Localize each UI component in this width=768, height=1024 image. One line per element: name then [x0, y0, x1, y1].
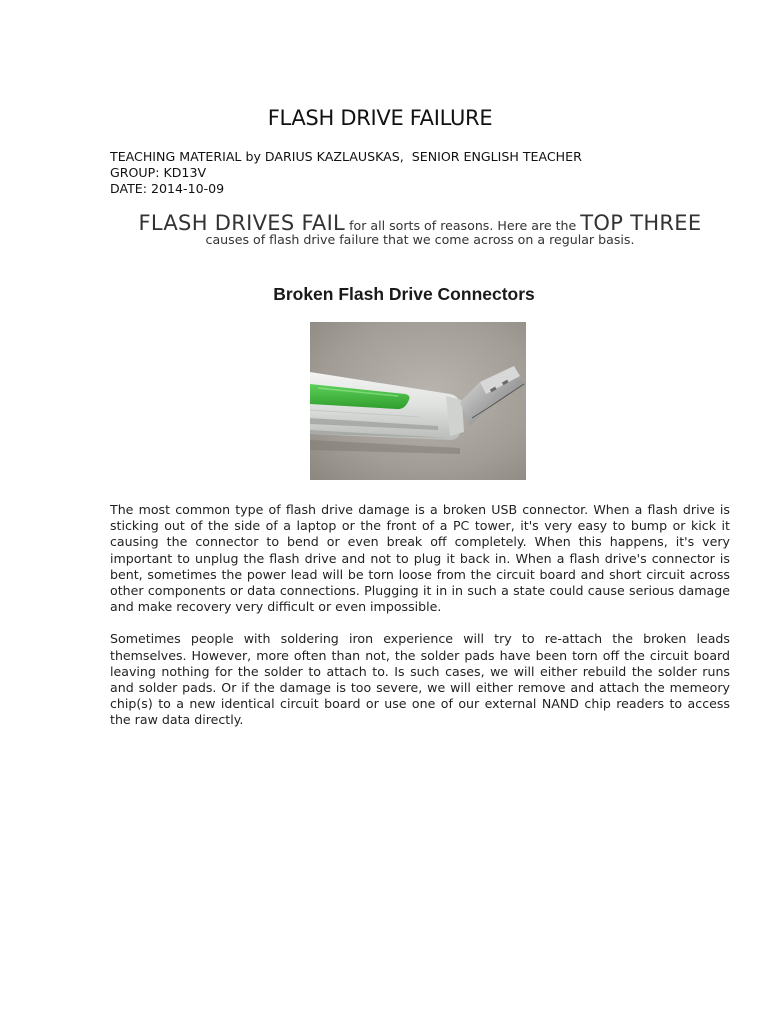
group-line: GROUP: KD13V	[110, 165, 207, 180]
section-heading: Broken Flash Drive Connectors	[273, 284, 535, 304]
section-body	[110, 502, 730, 745]
body-paragraph-2: Sometimes people with soldering iron experience will try to re-attach the broken leads themselves. However, more often than not, the solder pads have been torn off the circuit board leaving nothing for the solder to attach to. Is such cases, we will either rebuild the solder runs and solder pads. Or if the damage is too severe, we will either remove and attach the memeory chip(s) to a new identical circuit board or use one of our external NAND chip readers to access the raw data directly.	[110, 631, 730, 728]
intro-emph-big: TOP THREE	[580, 211, 702, 235]
body-paragraph-1: The most common type of flash drive damage is a broken USB connector. When a flash drive is sticking out of the side of a laptop or the front of a PC tower, it's very easy to bump or kick it causing the connector to bend or even break off completely. When this happens, it's very important to unplug the flash drive and not to plug it back in. When a flash drive's connector is bent, sometimes the power lead will be torn loose from the circuit board and short circuit across other components or data connections. Plugging it in in such a state could cause serious damage and make recovery very difficult or even impossible.	[110, 502, 730, 615]
intro-lead-small: for all sorts of reasons. Here are the	[345, 218, 581, 233]
intro-line-2: causes of flash drive failure that we come across on a regular basis.	[205, 232, 635, 247]
intro-lead-big: FLASH DRIVES FAIL	[138, 211, 346, 235]
broken-connector-photo	[310, 322, 526, 480]
author-line: TEACHING MATERIAL by DARIUS KAZLAUSKAS, SENIOR ENGLISH TEACHER	[110, 149, 582, 164]
document-title: FLASH DRIVE FAILURE	[267, 106, 493, 130]
intro-paragraph	[110, 212, 730, 247]
document-meta	[110, 149, 582, 197]
date-line: DATE: 2014-10-09	[110, 181, 225, 196]
